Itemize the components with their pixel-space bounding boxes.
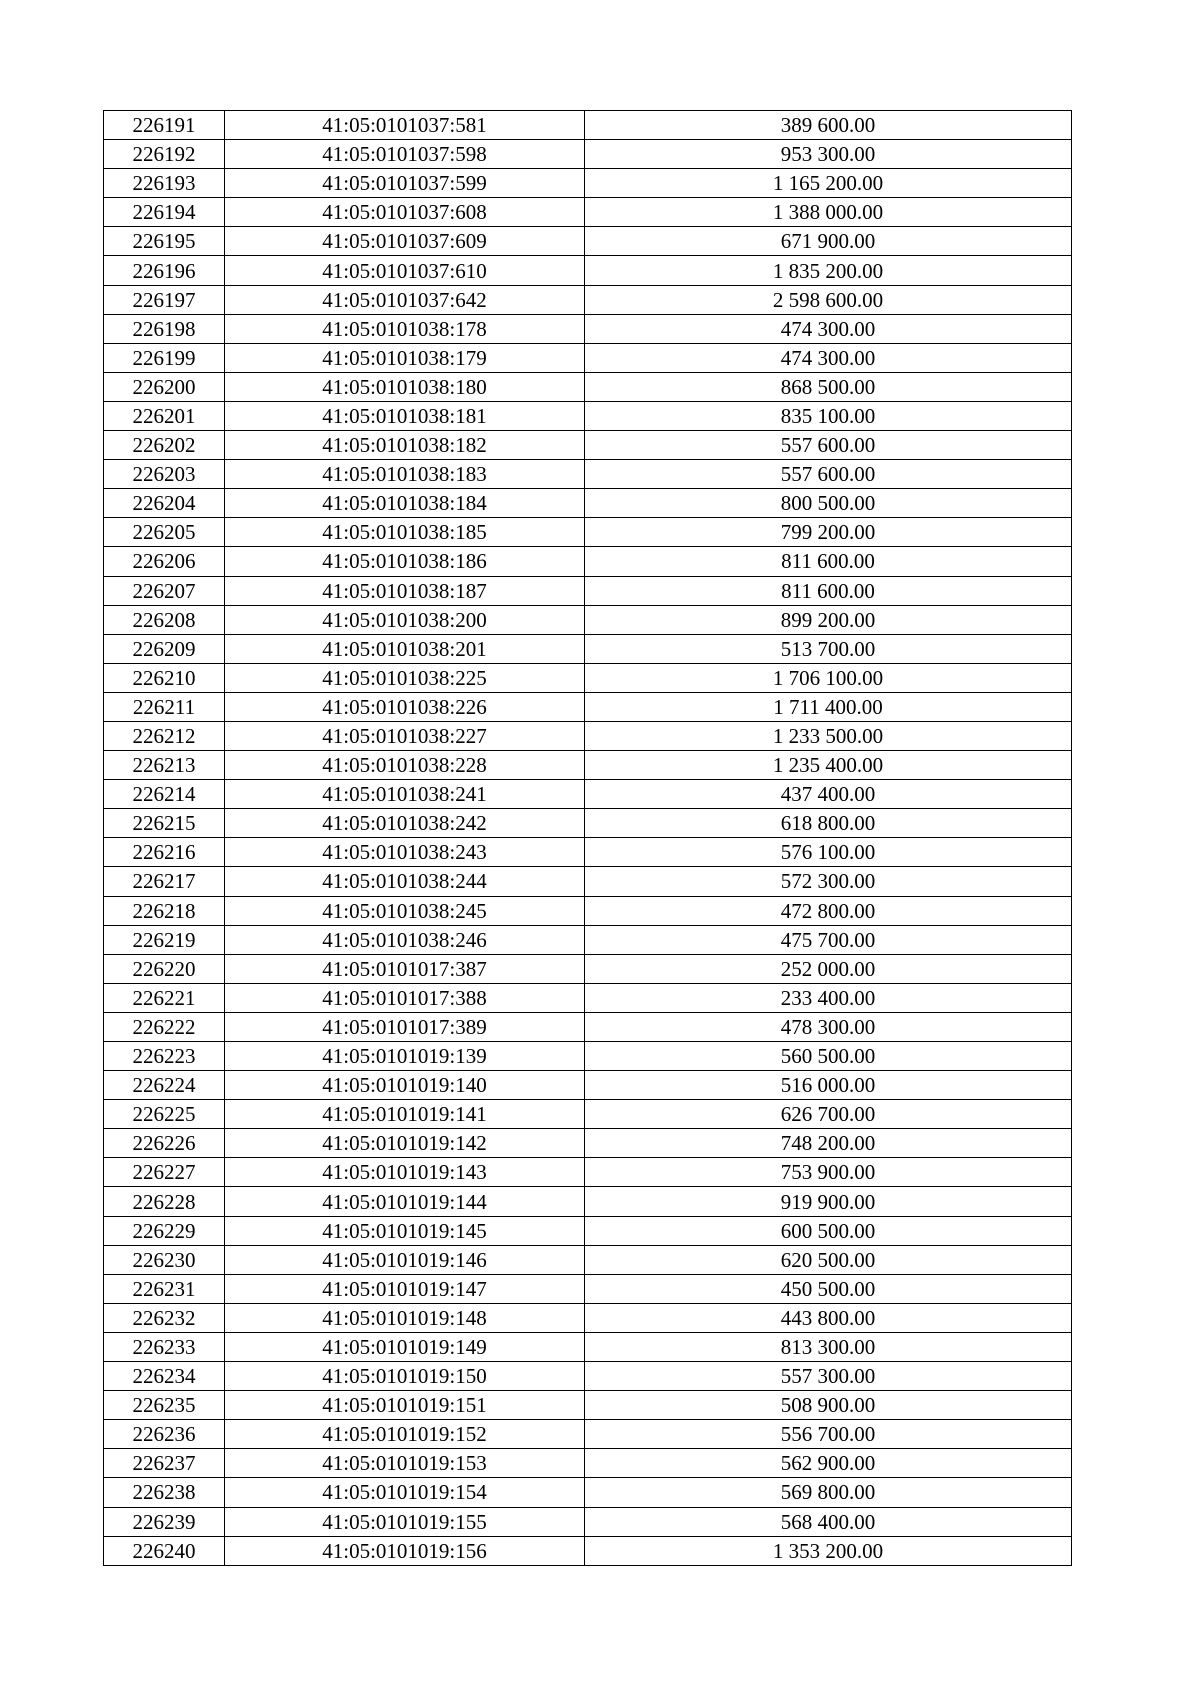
row-number-cell: 226198 xyxy=(104,314,225,343)
row-number-cell: 226225 xyxy=(104,1100,225,1129)
cadastral-number-cell: 41:05:0101019:143 xyxy=(225,1158,585,1187)
row-number-cell: 226213 xyxy=(104,751,225,780)
row-number-cell: 226222 xyxy=(104,1012,225,1041)
cadastral-number-cell: 41:05:0101038:225 xyxy=(225,663,585,692)
cadastral-value-cell: 620 500.00 xyxy=(585,1245,1072,1274)
table-row xyxy=(104,285,1072,314)
table-row xyxy=(104,1216,1072,1245)
table-row xyxy=(104,838,1072,867)
row-number-cell: 226239 xyxy=(104,1507,225,1536)
cadastral-number-cell: 41:05:0101019:155 xyxy=(225,1507,585,1536)
cadastral-number-cell: 41:05:0101019:148 xyxy=(225,1303,585,1332)
cadastral-number-cell: 41:05:0101038:182 xyxy=(225,431,585,460)
cadastral-value-cell: 835 100.00 xyxy=(585,401,1072,430)
table-row xyxy=(104,867,1072,896)
cadastral-value-cell: 513 700.00 xyxy=(585,634,1072,663)
cadastral-number-cell: 41:05:0101038:180 xyxy=(225,372,585,401)
cadastral-value-cell: 557 300.00 xyxy=(585,1362,1072,1391)
table-row xyxy=(104,605,1072,634)
row-number-cell: 226226 xyxy=(104,1129,225,1158)
cadastral-number-cell: 41:05:0101038:243 xyxy=(225,838,585,867)
cadastral-number-cell: 41:05:0101038:241 xyxy=(225,780,585,809)
table-row xyxy=(104,1362,1072,1391)
cadastral-number-cell: 41:05:0101038:185 xyxy=(225,518,585,547)
row-number-cell: 226193 xyxy=(104,169,225,198)
cadastral-value-cell: 1 706 100.00 xyxy=(585,663,1072,692)
cadastral-number-cell: 41:05:0101038:179 xyxy=(225,343,585,372)
row-number-cell: 226197 xyxy=(104,285,225,314)
cadastral-number-cell: 41:05:0101037:608 xyxy=(225,198,585,227)
row-number-cell: 226194 xyxy=(104,198,225,227)
table-row xyxy=(104,1507,1072,1536)
row-number-cell: 226216 xyxy=(104,838,225,867)
table-row xyxy=(104,1187,1072,1216)
cadastral-value-cell: 1 711 400.00 xyxy=(585,692,1072,721)
table-row xyxy=(104,431,1072,460)
cadastral-value-cell: 478 300.00 xyxy=(585,1012,1072,1041)
table-row xyxy=(104,925,1072,954)
cadastral-value-cell: 443 800.00 xyxy=(585,1303,1072,1332)
cadastral-number-cell: 41:05:0101017:389 xyxy=(225,1012,585,1041)
row-number-cell: 226230 xyxy=(104,1245,225,1274)
cadastral-value-cell: 572 300.00 xyxy=(585,867,1072,896)
row-number-cell: 226221 xyxy=(104,983,225,1012)
row-number-cell: 226240 xyxy=(104,1536,225,1565)
cadastral-number-cell: 41:05:0101037:609 xyxy=(225,227,585,256)
table-row xyxy=(104,634,1072,663)
row-number-cell: 226224 xyxy=(104,1071,225,1100)
row-number-cell: 226238 xyxy=(104,1478,225,1507)
row-number-cell: 226210 xyxy=(104,663,225,692)
cadastral-value-cell: 953 300.00 xyxy=(585,140,1072,169)
table-row xyxy=(104,401,1072,430)
cadastral-value-cell: 626 700.00 xyxy=(585,1100,1072,1129)
cadastral-number-cell: 41:05:0101019:142 xyxy=(225,1129,585,1158)
table-row xyxy=(104,663,1072,692)
row-number-cell: 226235 xyxy=(104,1391,225,1420)
cadastral-value-cell: 576 100.00 xyxy=(585,838,1072,867)
row-number-cell: 226229 xyxy=(104,1216,225,1245)
cadastral-value-cell: 1 835 200.00 xyxy=(585,256,1072,285)
table-row xyxy=(104,1245,1072,1274)
table-row xyxy=(104,983,1072,1012)
cadastral-number-cell: 41:05:0101038:183 xyxy=(225,460,585,489)
table-row xyxy=(104,518,1072,547)
table-row xyxy=(104,1158,1072,1187)
table-row xyxy=(104,1420,1072,1449)
table-row xyxy=(104,1478,1072,1507)
table-row xyxy=(104,809,1072,838)
cadastral-number-cell: 41:05:0101038:178 xyxy=(225,314,585,343)
cadastral-value-cell: 1 388 000.00 xyxy=(585,198,1072,227)
cadastral-number-cell: 41:05:0101037:581 xyxy=(225,111,585,140)
table-row xyxy=(104,1274,1072,1303)
table-row xyxy=(104,227,1072,256)
cadastral-number-cell: 41:05:0101037:642 xyxy=(225,285,585,314)
table-row xyxy=(104,1449,1072,1478)
row-number-cell: 226208 xyxy=(104,605,225,634)
table-row xyxy=(104,111,1072,140)
cadastral-number-cell: 41:05:0101038:227 xyxy=(225,721,585,750)
cadastral-value-cell: 475 700.00 xyxy=(585,925,1072,954)
cadastral-number-cell: 41:05:0101019:144 xyxy=(225,1187,585,1216)
row-number-cell: 226212 xyxy=(104,721,225,750)
cadastral-value-cell: 437 400.00 xyxy=(585,780,1072,809)
cadastral-number-cell: 41:05:0101019:140 xyxy=(225,1071,585,1100)
row-number-cell: 226201 xyxy=(104,401,225,430)
cadastral-value-cell: 2 598 600.00 xyxy=(585,285,1072,314)
cadastral-number-cell: 41:05:0101037:610 xyxy=(225,256,585,285)
cadastral-value-cell: 508 900.00 xyxy=(585,1391,1072,1420)
row-number-cell: 226236 xyxy=(104,1420,225,1449)
cadastral-value-cell: 1 165 200.00 xyxy=(585,169,1072,198)
cadastral-number-cell: 41:05:0101038:244 xyxy=(225,867,585,896)
cadastral-value-cell: 569 800.00 xyxy=(585,1478,1072,1507)
cadastral-value-cell: 562 900.00 xyxy=(585,1449,1072,1478)
row-number-cell: 226199 xyxy=(104,343,225,372)
row-number-cell: 226195 xyxy=(104,227,225,256)
cadastral-value-cell: 472 800.00 xyxy=(585,896,1072,925)
cadastral-value-cell: 1 233 500.00 xyxy=(585,721,1072,750)
row-number-cell: 226232 xyxy=(104,1303,225,1332)
cadastral-value-cell: 811 600.00 xyxy=(585,547,1072,576)
cadastral-value-cell: 556 700.00 xyxy=(585,1420,1072,1449)
row-number-cell: 226219 xyxy=(104,925,225,954)
table-row xyxy=(104,140,1072,169)
cadastral-number-cell: 41:05:0101019:141 xyxy=(225,1100,585,1129)
cadastral-number-cell: 41:05:0101019:147 xyxy=(225,1274,585,1303)
cadastral-number-cell: 41:05:0101019:139 xyxy=(225,1042,585,1071)
row-number-cell: 226202 xyxy=(104,431,225,460)
table-row xyxy=(104,896,1072,925)
table-row xyxy=(104,1012,1072,1041)
row-number-cell: 226203 xyxy=(104,460,225,489)
table-row xyxy=(104,460,1072,489)
table-row xyxy=(104,780,1072,809)
cadastral-value-cell: 813 300.00 xyxy=(585,1332,1072,1361)
cadastral-value-cell: 800 500.00 xyxy=(585,489,1072,518)
cadastral-value-cell: 557 600.00 xyxy=(585,431,1072,460)
cadastral-number-cell: 41:05:0101038:187 xyxy=(225,576,585,605)
row-number-cell: 226207 xyxy=(104,576,225,605)
table-row xyxy=(104,372,1072,401)
table-row xyxy=(104,547,1072,576)
table-row xyxy=(104,576,1072,605)
cadastral-number-cell: 41:05:0101038:186 xyxy=(225,547,585,576)
table-row xyxy=(104,1129,1072,1158)
cadastral-value-cell: 252 000.00 xyxy=(585,954,1072,983)
table-row xyxy=(104,343,1072,372)
cadastral-number-cell: 41:05:0101037:598 xyxy=(225,140,585,169)
cadastral-value-cell: 868 500.00 xyxy=(585,372,1072,401)
row-number-cell: 226228 xyxy=(104,1187,225,1216)
cadastral-number-cell: 41:05:0101019:149 xyxy=(225,1332,585,1361)
cadastral-number-cell: 41:05:0101038:200 xyxy=(225,605,585,634)
table-row xyxy=(104,1100,1072,1129)
row-number-cell: 226205 xyxy=(104,518,225,547)
cadastral-value-cell: 618 800.00 xyxy=(585,809,1072,838)
row-number-cell: 226234 xyxy=(104,1362,225,1391)
cadastral-value-cell: 753 900.00 xyxy=(585,1158,1072,1187)
cadastral-number-cell: 41:05:0101038:228 xyxy=(225,751,585,780)
cadastral-value-cell: 560 500.00 xyxy=(585,1042,1072,1071)
cadastral-value-cell: 1 353 200.00 xyxy=(585,1536,1072,1565)
table-row xyxy=(104,751,1072,780)
cadastral-value-cell: 899 200.00 xyxy=(585,605,1072,634)
table-row xyxy=(104,314,1072,343)
cadastral-number-cell: 41:05:0101038:246 xyxy=(225,925,585,954)
row-number-cell: 226237 xyxy=(104,1449,225,1478)
row-number-cell: 226233 xyxy=(104,1332,225,1361)
cadastral-number-cell: 41:05:0101019:151 xyxy=(225,1391,585,1420)
cadastral-number-cell: 41:05:0101038:242 xyxy=(225,809,585,838)
cadastral-value-cell: 450 500.00 xyxy=(585,1274,1072,1303)
cadastral-number-cell: 41:05:0101038:181 xyxy=(225,401,585,430)
table-body xyxy=(104,111,1072,1566)
cadastral-number-cell: 41:05:0101019:153 xyxy=(225,1449,585,1478)
cadastral-value-cell: 474 300.00 xyxy=(585,314,1072,343)
cadastral-number-cell: 41:05:0101019:154 xyxy=(225,1478,585,1507)
cadastral-number-cell: 41:05:0101037:599 xyxy=(225,169,585,198)
row-number-cell: 226206 xyxy=(104,547,225,576)
cadastral-number-cell: 41:05:0101019:146 xyxy=(225,1245,585,1274)
cadastral-number-cell: 41:05:0101038:245 xyxy=(225,896,585,925)
table-row xyxy=(104,198,1072,227)
row-number-cell: 226217 xyxy=(104,867,225,896)
cadastral-value-cell: 811 600.00 xyxy=(585,576,1072,605)
table-row xyxy=(104,1332,1072,1361)
cadastral-number-cell: 41:05:0101019:145 xyxy=(225,1216,585,1245)
cadastral-number-cell: 41:05:0101019:152 xyxy=(225,1420,585,1449)
cadastral-value-cell: 557 600.00 xyxy=(585,460,1072,489)
cadastral-value-cell: 233 400.00 xyxy=(585,983,1072,1012)
cadastral-number-cell: 41:05:0101038:201 xyxy=(225,634,585,663)
row-number-cell: 226218 xyxy=(104,896,225,925)
row-number-cell: 226209 xyxy=(104,634,225,663)
row-number-cell: 226192 xyxy=(104,140,225,169)
cadastral-number-cell: 41:05:0101019:156 xyxy=(225,1536,585,1565)
row-number-cell: 226204 xyxy=(104,489,225,518)
cadastral-value-cell: 1 235 400.00 xyxy=(585,751,1072,780)
cadastral-number-cell: 41:05:0101019:150 xyxy=(225,1362,585,1391)
table-row xyxy=(104,954,1072,983)
table-row xyxy=(104,1536,1072,1565)
cadastral-value-cell: 799 200.00 xyxy=(585,518,1072,547)
table-row xyxy=(104,169,1072,198)
cadastral-value-cell: 474 300.00 xyxy=(585,343,1072,372)
row-number-cell: 226220 xyxy=(104,954,225,983)
table-row xyxy=(104,489,1072,518)
row-number-cell: 226196 xyxy=(104,256,225,285)
cadastral-number-cell: 41:05:0101017:387 xyxy=(225,954,585,983)
row-number-cell: 226215 xyxy=(104,809,225,838)
table-row xyxy=(104,1071,1072,1100)
table-row xyxy=(104,1391,1072,1420)
cadastral-value-cell: 671 900.00 xyxy=(585,227,1072,256)
table-row xyxy=(104,692,1072,721)
table-row xyxy=(104,1042,1072,1071)
row-number-cell: 226227 xyxy=(104,1158,225,1187)
cadastral-value-cell: 516 000.00 xyxy=(585,1071,1072,1100)
table-row xyxy=(104,1303,1072,1332)
row-number-cell: 226223 xyxy=(104,1042,225,1071)
row-number-cell: 226191 xyxy=(104,111,225,140)
row-number-cell: 226231 xyxy=(104,1274,225,1303)
row-number-cell: 226200 xyxy=(104,372,225,401)
cadastral-value-table xyxy=(103,110,1072,1566)
cadastral-value-cell: 389 600.00 xyxy=(585,111,1072,140)
row-number-cell: 226214 xyxy=(104,780,225,809)
table-row xyxy=(104,721,1072,750)
cadastral-value-cell: 919 900.00 xyxy=(585,1187,1072,1216)
cadastral-value-cell: 600 500.00 xyxy=(585,1216,1072,1245)
cadastral-number-cell: 41:05:0101038:184 xyxy=(225,489,585,518)
table-row xyxy=(104,256,1072,285)
cadastral-number-cell: 41:05:0101038:226 xyxy=(225,692,585,721)
cadastral-value-cell: 568 400.00 xyxy=(585,1507,1072,1536)
cadastral-number-cell: 41:05:0101017:388 xyxy=(225,983,585,1012)
row-number-cell: 226211 xyxy=(104,692,225,721)
cadastral-value-cell: 748 200.00 xyxy=(585,1129,1072,1158)
